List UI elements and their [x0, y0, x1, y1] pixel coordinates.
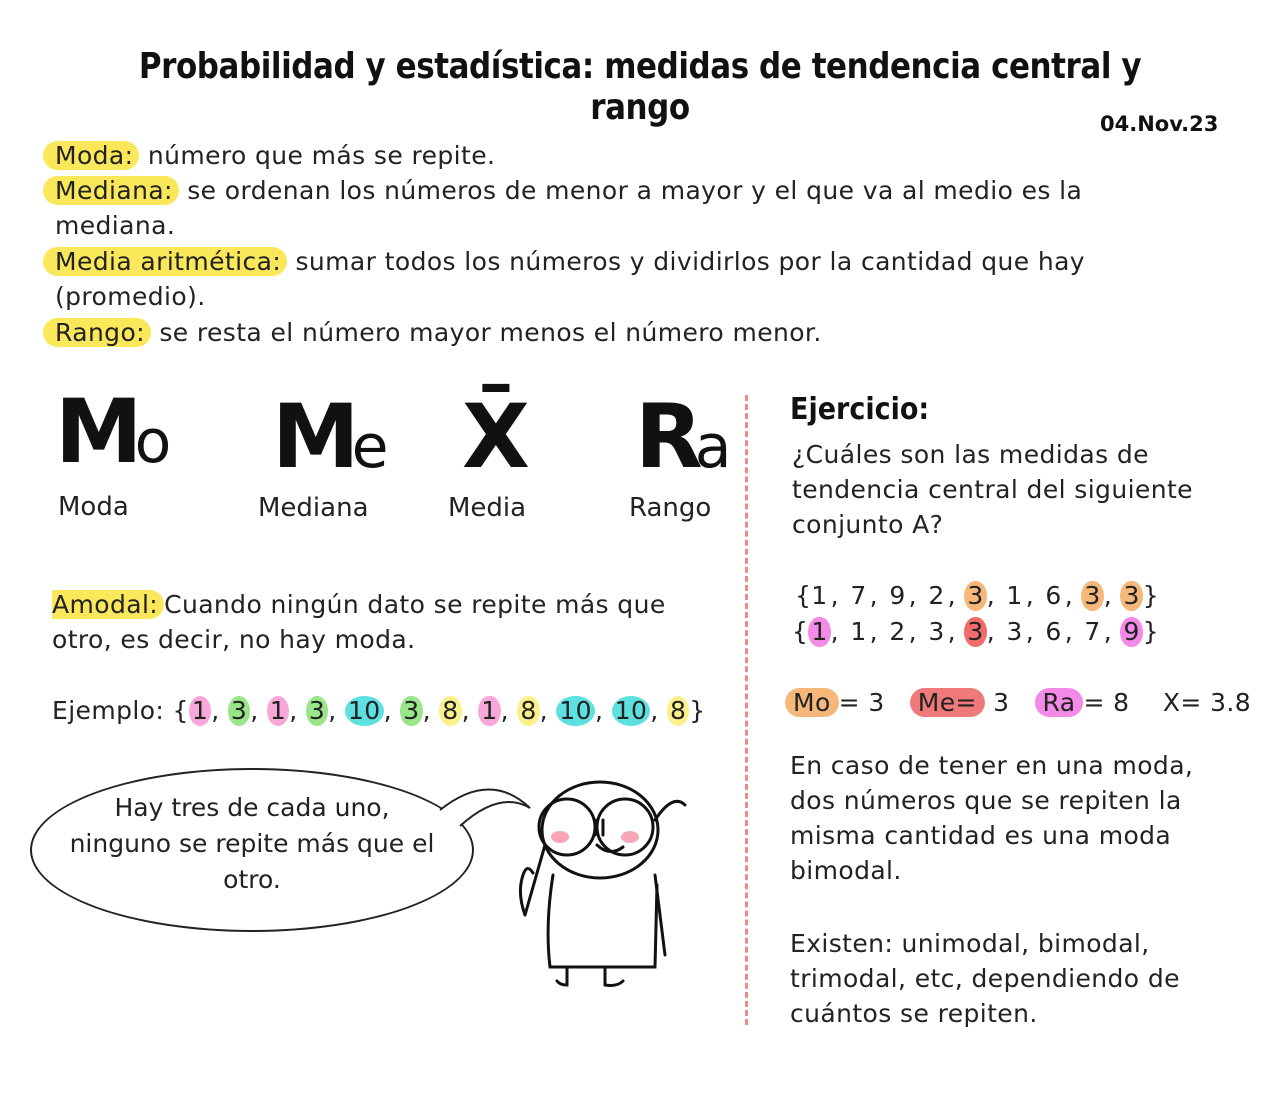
set-original-value-0: {1: [795, 581, 828, 610]
set-original-value-8: 3: [1120, 581, 1142, 611]
example-value-6: 8: [439, 696, 461, 726]
exercise-note-bimodal: En caso de tener en una moda, dos números que se repiten la misma cantidad es una moda bimodal.: [790, 751, 1194, 885]
term-amodal: Amodal:: [52, 590, 164, 619]
symbol-label-moda: Moda: [58, 492, 129, 522]
term-media: Media aritmética:: [43, 247, 287, 276]
example-value-2: 1: [267, 696, 289, 726]
example-value-4: 10: [345, 696, 384, 726]
example-value-9: 10: [556, 696, 595, 726]
definition-text: se ordenan los números de menor a mayor y el que va al medio es la: [178, 176, 1083, 205]
set-sorted-value-8: 9: [1120, 617, 1142, 647]
result-me-label: Me=: [910, 688, 985, 717]
definition-moda: [55, 138, 495, 173]
symbol-ra: Ra: [635, 385, 732, 488]
definition-text: sumar todos los números y dividirlos por la cantidad que hay: [287, 247, 1086, 276]
definition-text-cont: mediana.: [55, 211, 176, 240]
exercise-results: [785, 685, 1251, 720]
amodal-example: [52, 693, 706, 728]
set-sorted-value-2: 2: [889, 617, 906, 646]
result-ra-value: = 8: [1083, 688, 1130, 717]
exercise-set-original: {1 , 7 , 9 , 2 , 3 , 1 , 6 , 3 , 3 }: [792, 578, 1159, 613]
term-moda: Moda:: [43, 141, 139, 170]
term-mediana: Mediana:: [43, 176, 179, 205]
example-label: Ejemplo: {: [52, 696, 189, 725]
definition-text: se resta el número mayor menos el número menor.: [150, 318, 822, 347]
definition-mediana: [55, 173, 1255, 243]
result-ra-label: Ra: [1035, 688, 1084, 717]
set-sorted-value-7: 7: [1084, 617, 1101, 646]
example-value-7: 1: [478, 696, 500, 726]
result-me-value: 3: [984, 688, 1010, 717]
example-value-5: 3: [400, 696, 422, 726]
example-value-0: 1: [189, 696, 211, 726]
result-mo-value: = 3: [838, 688, 885, 717]
date: 04.Nov.23: [1100, 112, 1219, 136]
example-value-10: 10: [612, 696, 651, 726]
result-mo-label: Mo: [785, 688, 839, 717]
set-sorted-value-3: 3: [928, 617, 945, 646]
set-original-value-3: 2: [928, 581, 945, 610]
amodal-text: Cuando ningún dato se repite más que: [164, 590, 666, 619]
example-value-8: 8: [517, 696, 539, 726]
definition-text: número que más se repite.: [139, 141, 496, 170]
divider: [745, 395, 748, 1025]
set-sorted-value-6: 6: [1045, 617, 1062, 646]
amodal-definition: [52, 587, 737, 622]
exercise-set-sorted: { 1 , 1 , 2 , 3 , 3 , 3 , 6 , 7 , 9 }: [792, 617, 1160, 646]
symbol-x-bar: X̄: [462, 385, 530, 488]
result-x: X= 3.8: [1162, 688, 1252, 717]
symbol-label-mediana: Mediana: [258, 493, 369, 523]
set-original-value-5: 1: [1006, 581, 1023, 610]
exercise-question: ¿Cuáles son las medidas de tendencia central del siguiente conjunto A?: [792, 440, 1193, 539]
symbol-me: Me: [272, 385, 389, 488]
term-rango: Rango:: [43, 318, 151, 347]
set-sorted-value-4: 3: [964, 617, 986, 647]
symbol-label-rango: Rango: [629, 493, 712, 523]
set-original-value-7: 3: [1081, 581, 1103, 611]
set-original-value-4: 3: [964, 581, 986, 611]
amodal-text-cont: otro, es decir, no hay moda.: [52, 625, 416, 654]
set-original-value-6: 6: [1045, 581, 1062, 610]
set-sorted-value-5: 3: [1006, 617, 1023, 646]
example-value-1: 3: [228, 696, 250, 726]
set-sorted-value-0: 1: [808, 617, 830, 647]
set-sorted-value-1: 1: [850, 617, 867, 646]
page-title: Probabilidad y estadística: medidas de tendencia central y rango: [138, 46, 1142, 128]
example-value-11: 8: [667, 696, 689, 726]
example-values: 1 , 3 , 1 , 3 , 10 , 3 , 8 , 1 , 8 , 10 , 10 , 8: [189, 696, 689, 725]
set-original-value-1: 7: [850, 581, 867, 610]
speech-bubble-text: Hay tres de cada uno, ninguno se repite más que el otro.: [69, 793, 435, 894]
symbol-label-media: Media: [448, 493, 527, 523]
set-original-value-2: 9: [889, 581, 906, 610]
exercise-title: Ejercicio:: [790, 392, 930, 427]
example-value-3: 3: [306, 696, 328, 726]
example-close: }: [689, 696, 706, 725]
character-illustration: [505, 775, 705, 1000]
symbol-mo: Mo: [55, 380, 172, 483]
definition-text-cont: (promedio).: [55, 282, 206, 311]
definition-rango: [55, 315, 822, 350]
exercise-note-types: Existen: unimodal, bimodal, trimodal, etc, dependiendo de cuántos se repiten.: [790, 929, 1180, 1028]
definition-media: [55, 244, 1255, 314]
